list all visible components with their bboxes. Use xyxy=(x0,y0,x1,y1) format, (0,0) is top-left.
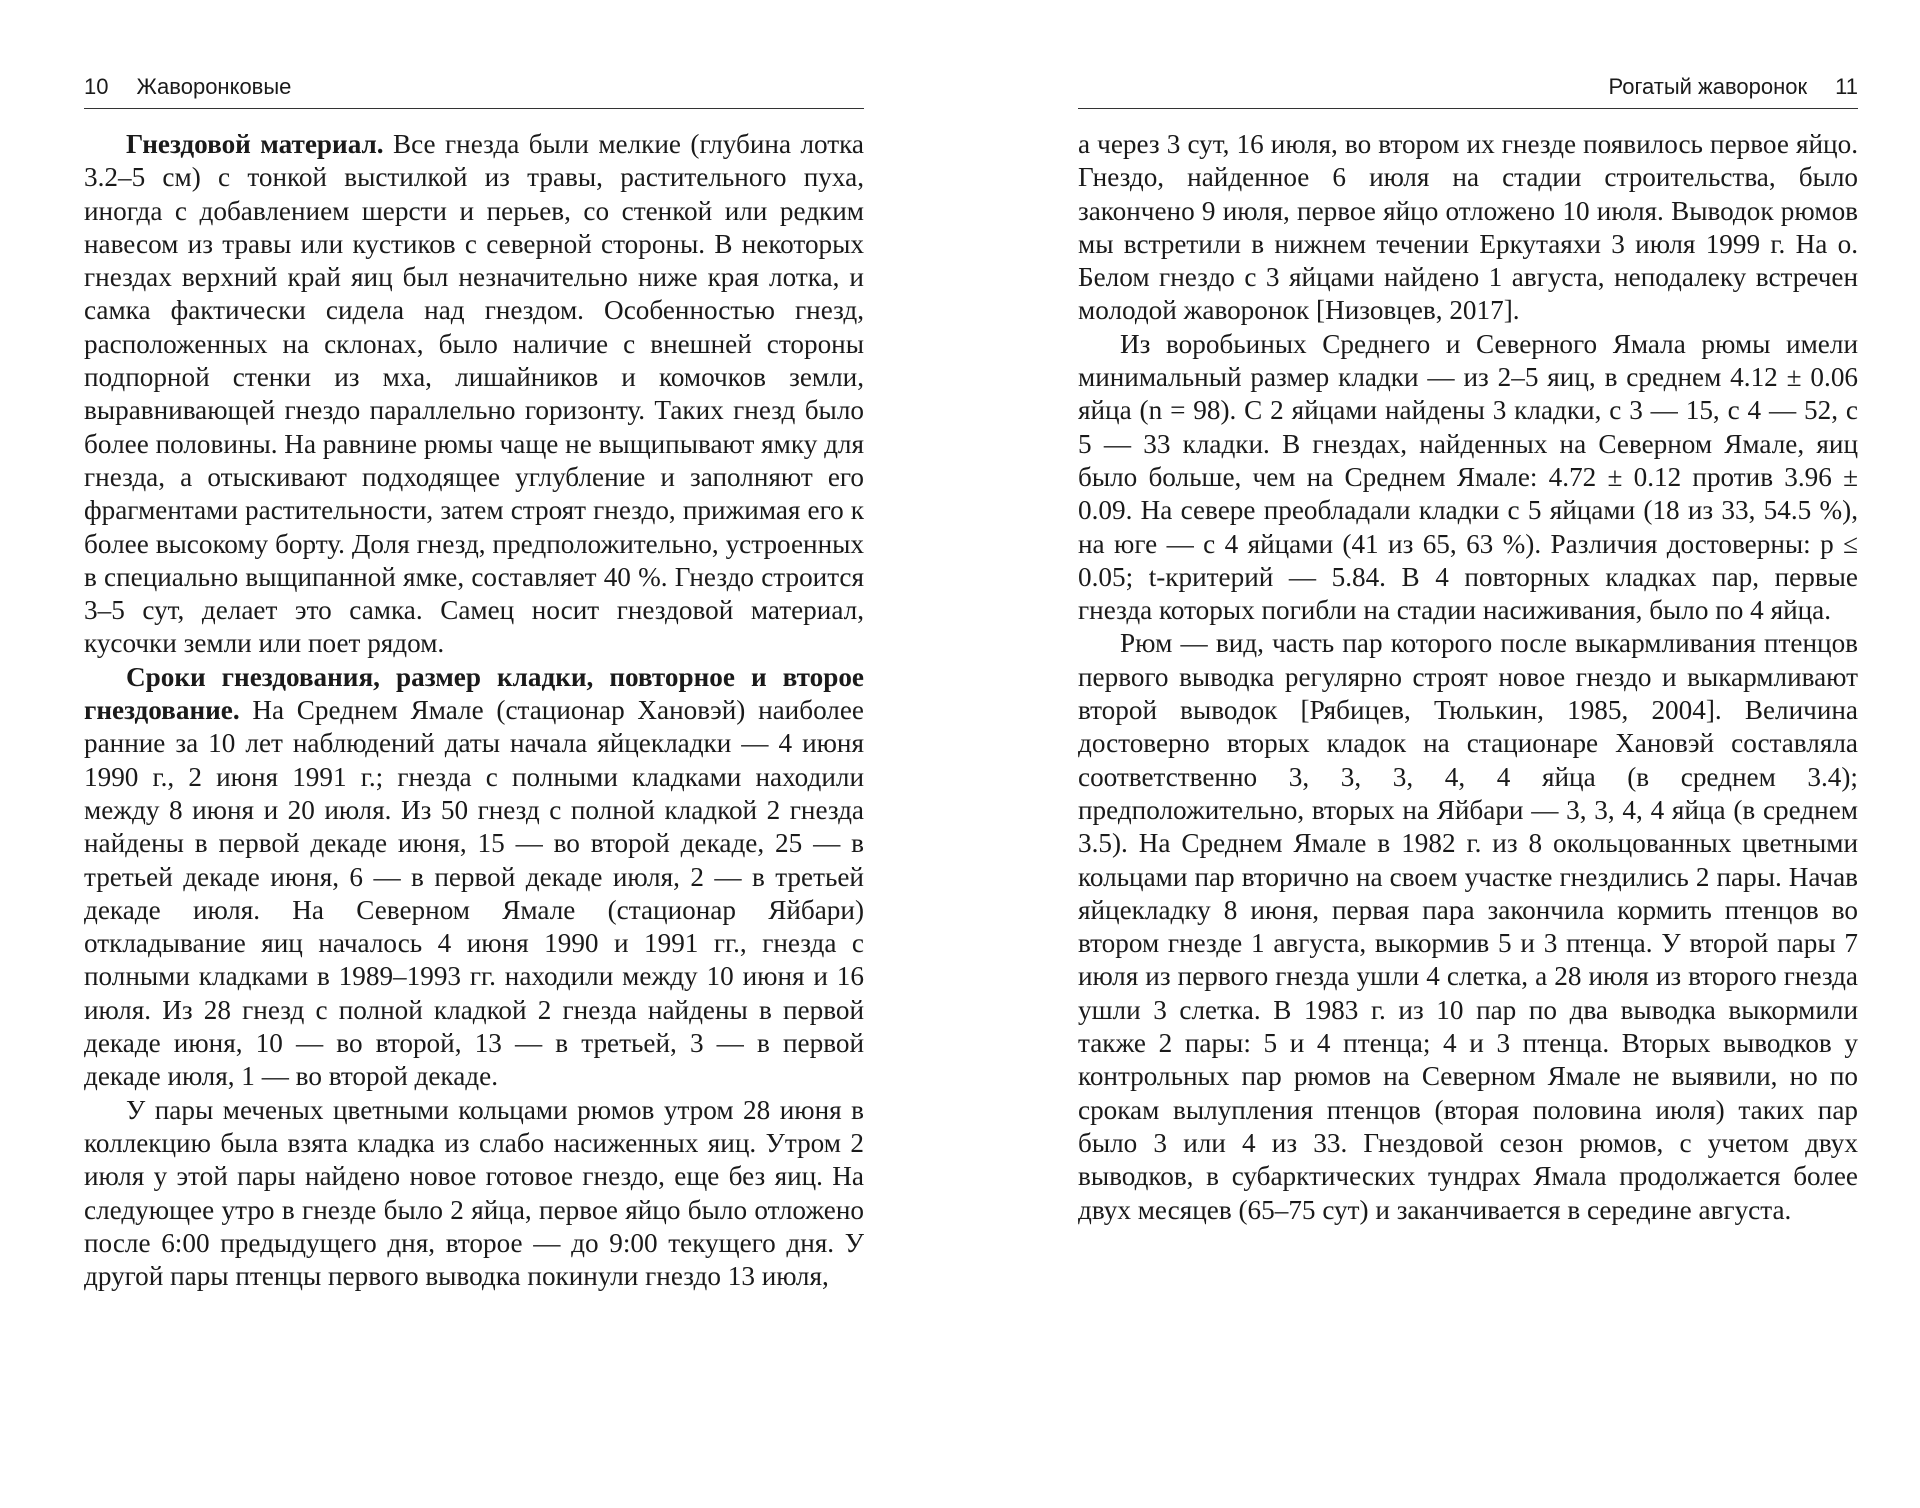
paragraph-clutch-size: Из воробьиных Среднего и Северного Ямала рюмы имели минимальный размер кладки — из 2–5 яиц, в среднем 4.12 ± 0.06 яйца (n = 98). С 2 яйцами найдены 3 кладки, с 3 — 15, с 4 — 52, с 5 — 33 кладки. В гнездах, найденных на Северном Ямале, яиц было больше, чем на Среднем Ямале: 4.72 ± 0.12 против 3.96 ± 0.09. На севере преобладали кладки с 5 яйцами (18 из 33, 54.5 %), на юге — с 4 яйцами (41 из 65, 63 %). Различия достоверны: p ≤ 0.05; t-критерий — 5.84. В 4 повторных кладках пар, первые гнезда которых погибли на стадии насиживания, было по 4 яйца. xyxy=(1078,328,1858,626)
paragraph-second-brood: Рюм — вид, часть пар которого после выкармливания птенцов первого выводка регулярно строят новое гнездо и выкармливают второй выводок [Рябицев, Тюлькин, 1985, 2004]. Величина достоверно вторых кладок на стационаре Хановэй составляла соответственно 3, 3, 3, 4, 4 яйца (в среднем 3.4); предположительно, вторых на Яйбари — 3, 3, 4, 4 яйца (в среднем 3.5). На Среднем Ямале в 1982 г. из 8 окольцованных цветными кольцами пар вторично на своем участке гнездились 2 пары. Начав яйцекладку 8 июня, первая пара закончила кормить птенцов во втором гнезде 1 августа, выкормив 5 и 3 птенца. У второй пары 7 июля из первого гнезда ушли 4 слетка, а 28 июля из второго гнезда ушли 3 слетка. В 1983 г. из 10 пар по два выводка выкормили также 2 пары: 5 и 4 птенца; 4 и 3 птенца. Вторых выводков у контрольных пар рюмов на Северном Ямале не выявили, но по срокам вылупления птенцов (вторая половина июля) таких пар было 3 или 4 из 33. Гнездовой сезон рюмов, с учетом двух выводков, в субарктических тундрах Ямала продолжается более двух месяцев (65–75 сут) и заканчивается в середине августа. xyxy=(1078,628,1858,1225)
paragraph-nest-material xyxy=(84,128,864,661)
text-nesting-dates: На Среднем Ямале (стационар Хановэй) наиболее ранние за 10 лет наблюдений даты начала яйцекладки — 4 июня 1990 г., 2 июня 1991 г.; гнезда с полными кладками находили между 8 июня и 20 июля. Из 50 гнезд с полной кладкой 2 гнезда найдены в первой декаде июня, 15 — во второй декаде, 25 — в третьей декаде июня, 6 — в первой декаде июля, 2 — в третьей декаде июля. На Северном Ямале (стационар Яйбари) откладывание яиц началось 4 июня 1990 и 1991 гг., гнезда с полными кладками в 1989–1993 гг. находили между 10 июня и 16 июля. Из 28 гнезд с полной кладкой 2 гнезда найдены в первой декаде июня, 10 — во второй, 13 — в третьей, 3 — в первой декаде июля, 1 — во второй декаде. xyxy=(84,695,864,1092)
text-nest-material: Все гнезда были мелкие (глубина лотка 3.2–5 см) с тонкой выстилкой из травы, растительного пуха, иногда с добавлением шерсти и перьев, со стенкой или редким навесом из травы или кустиков с северной стороны. В некоторых гнездах верхний край яиц был незначительно ниже края лотка, и самка фактически сидела над гнездом. Особенностью гнезд, расположенных на склонах, было наличие с внешней стороны подпорной стенки из мха, лишайников и комочков земли, выравнивающей гнездо параллельно горизонту. Таких гнезд было более половины. На равнине рюмы чаще не выщипывают ямку для гнезда, а отыскивают подходящее углубление и заполняют его фрагментами растительности, затем строят гнездо, прижимая его к более высокому борту. Доля гнезд, предположительно, устроенных в специально выщипанной ямке, составляет 40 %. Гнездо строится 3–5 сут, делает это самка. Самец носит гнездовой материал, кусочки земли или поет рядом. xyxy=(84,129,864,659)
left-body-text xyxy=(84,128,864,1293)
paragraph-marked-pair xyxy=(84,1094,864,1294)
right-running-head xyxy=(1078,72,1858,109)
heading-nesting-dates: Сроки гнездования, размер кладки, повторное и второе гнездование. xyxy=(84,661,864,726)
right-running-title: Рогатый жаворонок xyxy=(1608,74,1808,99)
text-marked-pair: У пары меченых цветными кольцами рюмов утром 28 июня в коллекцию была взята кладка из слабо насиженных яиц. Утром 2 июля у этой пары найдено новое готовое гнездо, еще без яиц. На следующее утро в гнезде было 2 яйца, первое яйцо было отложено после 6:00 предыдущего дня, второе — до 9:00 текущего дня. У другой пары птенцы первого выводка покинули гнездо 13 июля, xyxy=(84,1094,864,1292)
right-body-text xyxy=(1078,128,1858,1227)
left-page-number: 10 xyxy=(84,74,109,99)
left-running-head xyxy=(84,72,864,109)
left-running-title: Жаворонковые xyxy=(136,74,292,99)
right-page-number: 11 xyxy=(1835,74,1858,99)
heading-nest-material: Гнездовой материал. xyxy=(126,129,384,159)
paragraph-nesting-dates xyxy=(84,661,864,1094)
paragraph-continuation: а через 3 сут, 16 июля, во втором их гнезде появилось первое яйцо. Гнездо, найденное 6 июля на стадии строительства, было закончено 9 июля, первое яйцо отложено 10 июля. Выводок рюмов мы встретили в нижнем течении Еркутаяхи 3 июля 1999 г. На о. Белом гнездо с 3 яйцами найдено 1 августа, неподалеку встречен молодой жаворонок [Низовцев, 2017]. xyxy=(1078,129,1858,326)
